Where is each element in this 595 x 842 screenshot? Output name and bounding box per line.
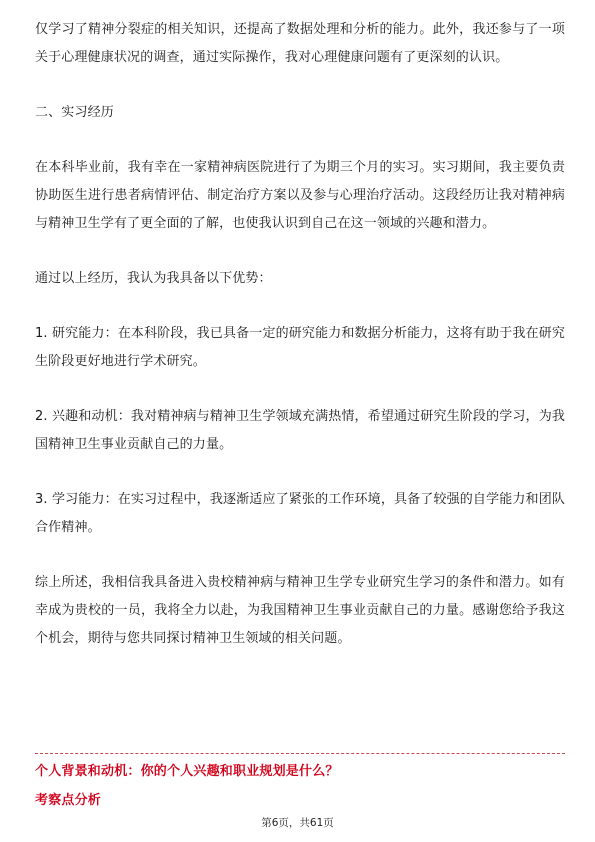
spacer: [35, 238, 565, 265]
spacer: [35, 293, 565, 320]
document-body: [35, 16, 565, 653]
paragraph-conclusion: 综上所述，我相信我具备进入贵校精神病与精神卫生学专业研究生学习的条件和潜力。如有幸成为贵校的一员，我将全力以赴，为我国精神卫生事业贡献自己的力量。感谢您给予我这个机会，期待与您共同探讨精神卫生领域的相关问题。: [35, 575, 565, 646]
paragraph-advantages-intro: 通过以上经历，我认为我具备以下优势：: [35, 271, 272, 286]
analysis-heading: 考察点分析: [35, 793, 102, 808]
spacer: [35, 459, 565, 486]
interview-question: 个人背景和动机：你的个人兴趣和职业规划是什么？: [35, 764, 339, 779]
paragraph-advantage-research: 1. 研究能力：在本科阶段，我已具备一定的研究能力和数据分析能力，这将有助于我在研究生阶段更好地进行学术研究。: [35, 326, 565, 369]
spacer: [35, 376, 565, 403]
page-footer: 第6页，共61页: [261, 817, 334, 829]
paragraph-internship: 在本科毕业前，我有幸在一家精神病医院进行了为期三个月的实习。实习期间，我主要负责协助医生进行患者病情评估、制定治疗方案以及参与心理治疗活动。这段经历让我对精神病与精神卫生学有了更全面的了解，也使我认识到自己在这一领域的兴趣和潜力。: [35, 160, 565, 231]
paragraph-research-continued: 仅学习了精神分裂症的相关知识，还提高了数据处理和分析的能力。此外，我还参与了一项关于心理健康状况的调查，通过实际操作，我对心理健康问题有了更深刻的认识。: [35, 22, 565, 65]
spacer: [35, 127, 565, 154]
spacer: [35, 542, 565, 569]
paragraph-advantage-learning: 3. 学习能力：在实习过程中，我逐渐适应了紧张的工作环境，具备了较强的自学能力和团队合作精神。: [35, 492, 565, 535]
section-heading-internship: 二、实习经历: [35, 105, 114, 120]
spacer: [35, 72, 565, 99]
paragraph-advantage-interest: 2. 兴趣和动机：我对精神病与精神卫生学领域充满热情，希望通过研究生阶段的学习，为我国精神卫生事业贡献自己的力量。: [35, 409, 565, 452]
section-divider: [35, 753, 565, 754]
